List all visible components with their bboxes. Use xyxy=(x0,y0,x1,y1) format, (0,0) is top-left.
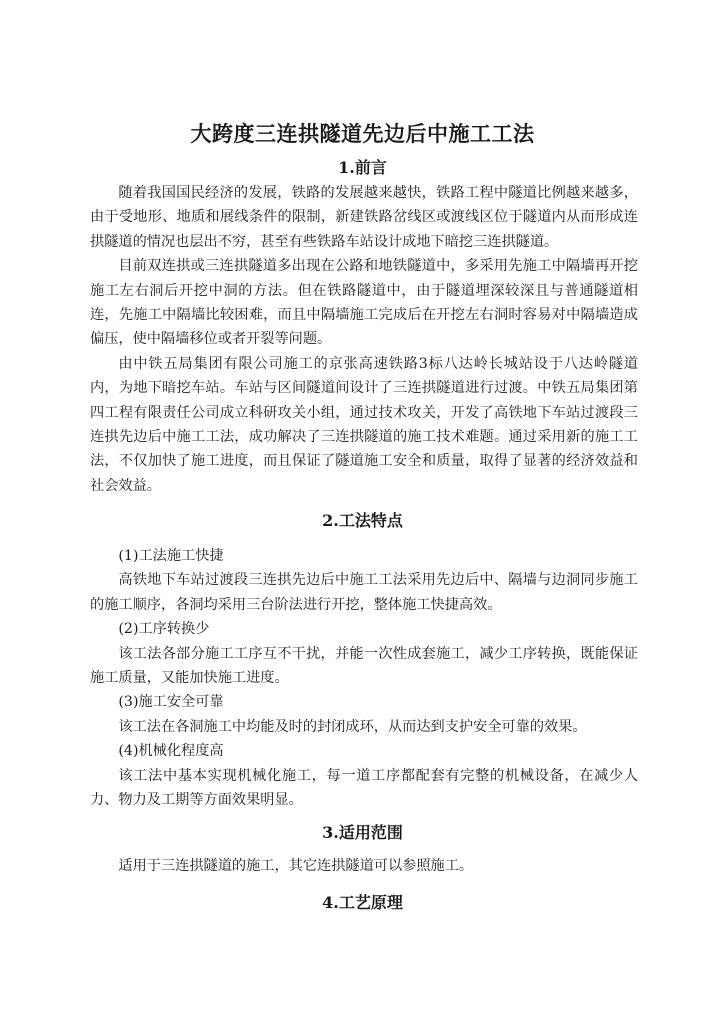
paragraph: 适用于三连拱隧道的施工，其它连拱隧道可以参照施工。 xyxy=(118,858,474,874)
paragraph: 由中铁五局集团有限公司施工的京张高速铁路3标八达岭长城站设于八达岭隧道内，为地下暗挖车站。车站与区间隧道间设计了三连拱隧道进行过渡。中铁五局集团第四工程有限责任公司成立科研攻关小组，通过技术攻关，开发了高铁地下车站过渡段三连拱先边后中施工工法，成功解决了三连拱隧道的施工技术难题。通过采用新的施工工法，不仅加快了施工进度，而且保证了隧道施工安全和质量，取得了显著的经济效益和社会效益。 xyxy=(90,355,638,494)
section-heading-scope: 3.适用范围 xyxy=(322,823,403,842)
section-body-features xyxy=(90,544,638,812)
feature-item-title: (1)工法施工快捷 xyxy=(118,548,224,564)
document-title: 大跨度三连拱隧道先边后中施工工法 xyxy=(190,121,535,146)
section-body-scope xyxy=(90,854,638,878)
feature-item-text: 该工法各部分施工工序互不干扰，并能一次性成套施工，减少工序转换，既能保证施工质量，又能加快施工进度。 xyxy=(90,645,638,687)
feature-item-text: 该工法中基本实现机械化施工，每一道工序都配套有完整的机械设备，在减少人力、物力及工期等方面效果明显。 xyxy=(90,767,638,809)
section-heading-features: 2.工法特点 xyxy=(322,511,403,530)
section-heading-preface: 1.前言 xyxy=(338,158,387,177)
paragraph: 目前双连拱或三连拱隧道多出现在公路和地铁隧道中，多采用先施工中隔墙再开挖施工左右洞后开挖中洞的方法。但在铁路隧道中，由于隧道埋深较深且与普通隧道相连，先施工中隔墙比较困难，而且中隔墙施工完成后在开挖左右洞时容易对中隔墙造成偏压，使中隔墙移位或者开裂等问题。 xyxy=(90,258,638,348)
feature-item-title: (2)工序转换少 xyxy=(118,621,210,638)
feature-item-text: 该工法在各洞施工中均能及时的封闭成环，从而达到支护安全可靠的效果。 xyxy=(118,718,587,735)
feature-item-text: 高铁地下车站过渡段三连拱先边后中施工工法采用先边后中、隔墙与边洞同步施工的施工顺序，各洞均采用三台阶法进行开挖，整体施工快捷高效。 xyxy=(90,572,638,613)
section-body-preface xyxy=(90,181,638,498)
feature-item-title: (3)施工安全可靠 xyxy=(118,694,224,711)
paragraph: 随着我国国民经济的发展，铁路的发展越来越快，铁路工程中隧道比例越来越多，由于受地形、地质和展线条件的限制，新建铁路岔线区或渡线区位于隧道内从而形成连拱隧道的情况也层出不穷，甚至有些铁路车站设计成地下暗挖三连拱隧道。 xyxy=(90,185,638,250)
feature-item-title: (4)机械化程度高 xyxy=(118,743,224,760)
section-heading-principle: 4.工艺原理 xyxy=(322,893,403,912)
